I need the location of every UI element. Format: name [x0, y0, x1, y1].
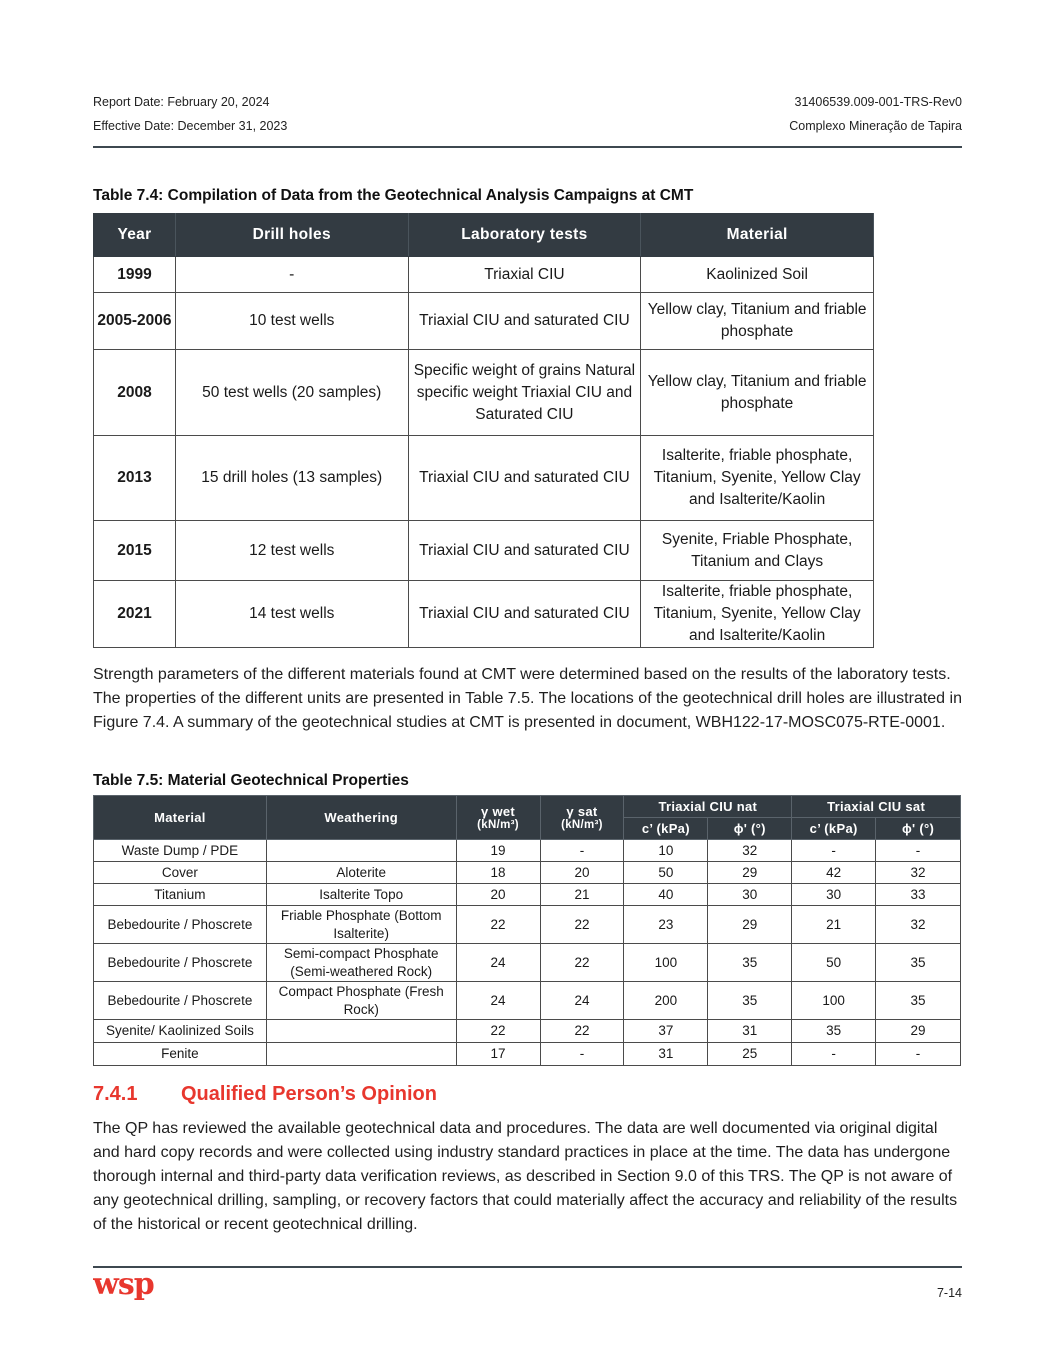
c-nat-cell: 40 — [624, 884, 708, 906]
c-sat-cell: 35 — [792, 1020, 876, 1043]
gamma-sat-cell: - — [540, 1043, 624, 1066]
gamma-wet-cell: 18 — [456, 862, 540, 884]
wsp-logo-mark — [93, 1270, 157, 1310]
year-cell: 2015 — [94, 521, 176, 581]
col-header-phi-sat: ϕ' (°) — [876, 818, 961, 840]
phi-nat-cell: 30 — [708, 884, 792, 906]
col-header-year: Year — [94, 214, 176, 257]
col-header-ciu-nat: Triaxial CIU nat — [624, 796, 792, 818]
weathering-cell — [266, 1020, 456, 1043]
c-sat-cell: 30 — [792, 884, 876, 906]
weathering-cell — [266, 840, 456, 862]
footer-divider — [93, 1266, 962, 1268]
page-header — [93, 93, 962, 141]
table-7-4 — [93, 213, 874, 648]
gamma-sat-cell: - — [540, 840, 624, 862]
table-7-5 — [93, 795, 961, 1066]
lab-tests-cell: Triaxial CIU and saturated CIU — [408, 436, 641, 521]
gamma-sat-cell: 20 — [540, 862, 624, 884]
table-row — [94, 862, 961, 884]
gamma-sat-cell: 22 — [540, 1020, 624, 1043]
col-header-material: Material — [94, 796, 267, 840]
table-row — [94, 436, 874, 521]
year-cell: 2008 — [94, 350, 176, 436]
year-cell: 2005-2006 — [94, 293, 176, 350]
material-cell: Bebedourite / Phoscrete — [94, 982, 267, 1020]
wsp-logo — [93, 1270, 157, 1315]
phi-sat-cell: - — [876, 840, 961, 862]
col-header-gamma-sat — [540, 796, 624, 840]
material-cell: Yellow clay, Titanium and friable phosphate — [641, 293, 874, 350]
table-row — [94, 350, 874, 436]
material-cell: Isalterite, friable phosphate, Titanium, Syenite, Yellow Clay and Isalterite/Kaolin — [641, 436, 874, 521]
phi-sat-cell: 29 — [876, 1020, 961, 1043]
table-header-row — [94, 214, 874, 257]
material-cell: Syenite, Friable Phosphate, Titanium and Clays — [641, 521, 874, 581]
col-header-weathering: Weathering — [266, 796, 456, 840]
table-7-4-caption: Table 7.4: Compilation of Data from the Geotechnical Analysis Campaigns at CMT — [93, 187, 694, 204]
phi-sat-cell: 32 — [876, 906, 961, 944]
col-header-ciu-sat: Triaxial CIU sat — [792, 796, 961, 818]
phi-nat-cell: 31 — [708, 1020, 792, 1043]
phi-nat-cell: 35 — [708, 982, 792, 1020]
gamma-wet-cell: 20 — [456, 884, 540, 906]
body-paragraph-qp-opinion: The QP has reviewed the available geotechnical data and procedures. The data are well documented via original digital and hard copy records and were collected using industry standard practices in place at the time. The data has undergone thorough internal and third-party data verification reviews, as described in Section 9.0 of this TRS. The QP is not aware of any geotechnical drilling, sampling, or recovery factors that could materially affect the accuracy and reliability of the results of the historical or recent geotechnical drilling. — [93, 1120, 958, 1233]
phi-sat-cell: 32 — [876, 862, 961, 884]
c-sat-cell: 100 — [792, 982, 876, 1020]
drill-holes-cell: 15 drill holes (13 samples) — [175, 436, 408, 521]
gamma-wet-cell: 22 — [456, 906, 540, 944]
phi-sat-cell: 35 — [876, 982, 961, 1020]
material-cell: Bebedourite / Phoscrete — [94, 944, 267, 982]
c-nat-cell: 200 — [624, 982, 708, 1020]
weathering-cell: Isalterite Topo — [266, 884, 456, 906]
material-cell: Kaolinized Soil — [641, 257, 874, 293]
material-cell: Yellow clay, Titanium and friable phosphate — [641, 350, 874, 436]
weathering-cell: Semi-compact Phosphate (Semi-weathered Rock) — [266, 944, 456, 982]
drill-holes-cell: - — [175, 257, 408, 293]
section-title: Qualified Person’s Opinion — [181, 1083, 437, 1105]
table-row — [94, 581, 874, 648]
table-row — [94, 257, 874, 293]
c-nat-cell: 37 — [624, 1020, 708, 1043]
table-7-5-caption: Table 7.5: Material Geotechnical Properties — [93, 772, 409, 789]
table-row — [94, 840, 961, 862]
report-date: Report Date: February 20, 2024 — [93, 95, 270, 109]
material-cell: Titanium — [94, 884, 267, 906]
phi-nat-cell: 25 — [708, 1043, 792, 1066]
material-cell: Syenite/ Kaolinized Soils — [94, 1020, 267, 1043]
drill-holes-cell: 12 test wells — [175, 521, 408, 581]
col-header-c-nat: c’ (kPa) — [624, 818, 708, 840]
col-header-laboratory-tests: Laboratory tests — [408, 214, 641, 257]
gamma-wet-cell: 24 — [456, 982, 540, 1020]
gamma-wet-cell: 19 — [456, 840, 540, 862]
phi-nat-cell: 35 — [708, 944, 792, 982]
c-sat-cell: 21 — [792, 906, 876, 944]
gamma-wet-cell: 22 — [456, 1020, 540, 1043]
c-nat-cell: 23 — [624, 906, 708, 944]
lab-tests-cell: Specific weight of grains Natural specific weight Triaxial CIU and Saturated CIU — [408, 350, 641, 436]
c-nat-cell: 50 — [624, 862, 708, 884]
gamma-sat-unit: (kN/m³) — [561, 819, 603, 831]
table-row — [94, 1020, 961, 1043]
lab-tests-cell: Triaxial CIU — [408, 257, 641, 293]
weathering-cell — [266, 1043, 456, 1066]
gamma-sat-cell: 21 — [540, 884, 624, 906]
gamma-wet-cell: 24 — [456, 944, 540, 982]
weathering-cell: Aloterite — [266, 862, 456, 884]
table-row — [94, 521, 874, 581]
material-cell: Isalterite, friable phosphate, Titanium, Syenite, Yellow Clay and Isalterite/Kaolin — [641, 581, 874, 648]
wsp-logo-text: wsp — [93, 1270, 154, 1302]
table-header-row — [94, 796, 961, 818]
phi-nat-cell: 32 — [708, 840, 792, 862]
drill-holes-cell: 50 test wells (20 samples) — [175, 350, 408, 436]
phi-sat-cell: 35 — [876, 944, 961, 982]
material-cell: Waste Dump / PDE — [94, 840, 267, 862]
weathering-cell: Friable Phosphate (Bottom Isalterite) — [266, 906, 456, 944]
c-nat-cell: 31 — [624, 1043, 708, 1066]
col-header-c-sat: c’ (kPa) — [792, 818, 876, 840]
material-cell: Fenite — [94, 1043, 267, 1066]
body-paragraph-strength: Strength parameters of the different materials found at CMT were determined based on the results of the laboratory tests. The properties of the different units are presented in Table 7.5. The locations of the geotechnical drill holes are illustrated in Figure 7.4. A summary of the geotechnical studies at CMT is presented in document, WBH122-17-MOSC075-RTE-0001. — [93, 666, 962, 731]
col-header-material: Material — [641, 214, 874, 257]
page-number: 7-14 — [936, 1286, 962, 1300]
phi-nat-cell: 29 — [708, 862, 792, 884]
table-row — [94, 906, 961, 944]
lab-tests-cell: Triaxial CIU and saturated CIU — [408, 521, 641, 581]
phi-nat-cell: 29 — [708, 906, 792, 944]
c-nat-cell: 100 — [624, 944, 708, 982]
material-cell: Bebedourite / Phoscrete — [94, 906, 267, 944]
gamma-sat-label: γ sat — [566, 804, 598, 819]
table-row — [94, 944, 961, 982]
gamma-sat-cell: 22 — [540, 944, 624, 982]
table-row — [94, 884, 961, 906]
gamma-sat-cell: 24 — [540, 982, 624, 1020]
c-sat-cell: 42 — [792, 862, 876, 884]
year-cell: 1999 — [94, 257, 176, 293]
project-name: Complexo Mineração de Tapira — [789, 119, 962, 133]
gamma-wet-cell: 17 — [456, 1043, 540, 1066]
weathering-cell: Compact Phosphate (Fresh Rock) — [266, 982, 456, 1020]
drill-holes-cell: 10 test wells — [175, 293, 408, 350]
table-row — [94, 982, 961, 1020]
material-cell: Cover — [94, 862, 267, 884]
drill-holes-cell: 14 test wells — [175, 581, 408, 648]
col-header-drill-holes: Drill holes — [175, 214, 408, 257]
c-nat-cell: 10 — [624, 840, 708, 862]
section-heading — [93, 1083, 437, 1106]
c-sat-cell: - — [792, 1043, 876, 1066]
lab-tests-cell: Triaxial CIU and saturated CIU — [408, 293, 641, 350]
gamma-wet-unit: (kN/m³) — [477, 819, 519, 831]
gamma-wet-label: γ wet — [481, 804, 516, 819]
header-divider — [93, 146, 962, 148]
document-id: 31406539.009-001-TRS-Rev0 — [794, 95, 962, 109]
gamma-sat-cell: 22 — [540, 906, 624, 944]
phi-sat-cell: - — [876, 1043, 961, 1066]
table-row — [94, 1043, 961, 1066]
c-sat-cell: - — [792, 840, 876, 862]
year-cell: 2021 — [94, 581, 176, 648]
c-sat-cell: 50 — [792, 944, 876, 982]
col-header-gamma-wet — [456, 796, 540, 840]
lab-tests-cell: Triaxial CIU and saturated CIU — [408, 581, 641, 648]
effective-date: Effective Date: December 31, 2023 — [93, 119, 288, 133]
col-header-phi-nat: ϕ' (°) — [708, 818, 792, 840]
year-cell: 2013 — [94, 436, 176, 521]
table-row — [94, 293, 874, 350]
section-number: 7.4.1 — [93, 1083, 138, 1105]
phi-sat-cell: 33 — [876, 884, 961, 906]
